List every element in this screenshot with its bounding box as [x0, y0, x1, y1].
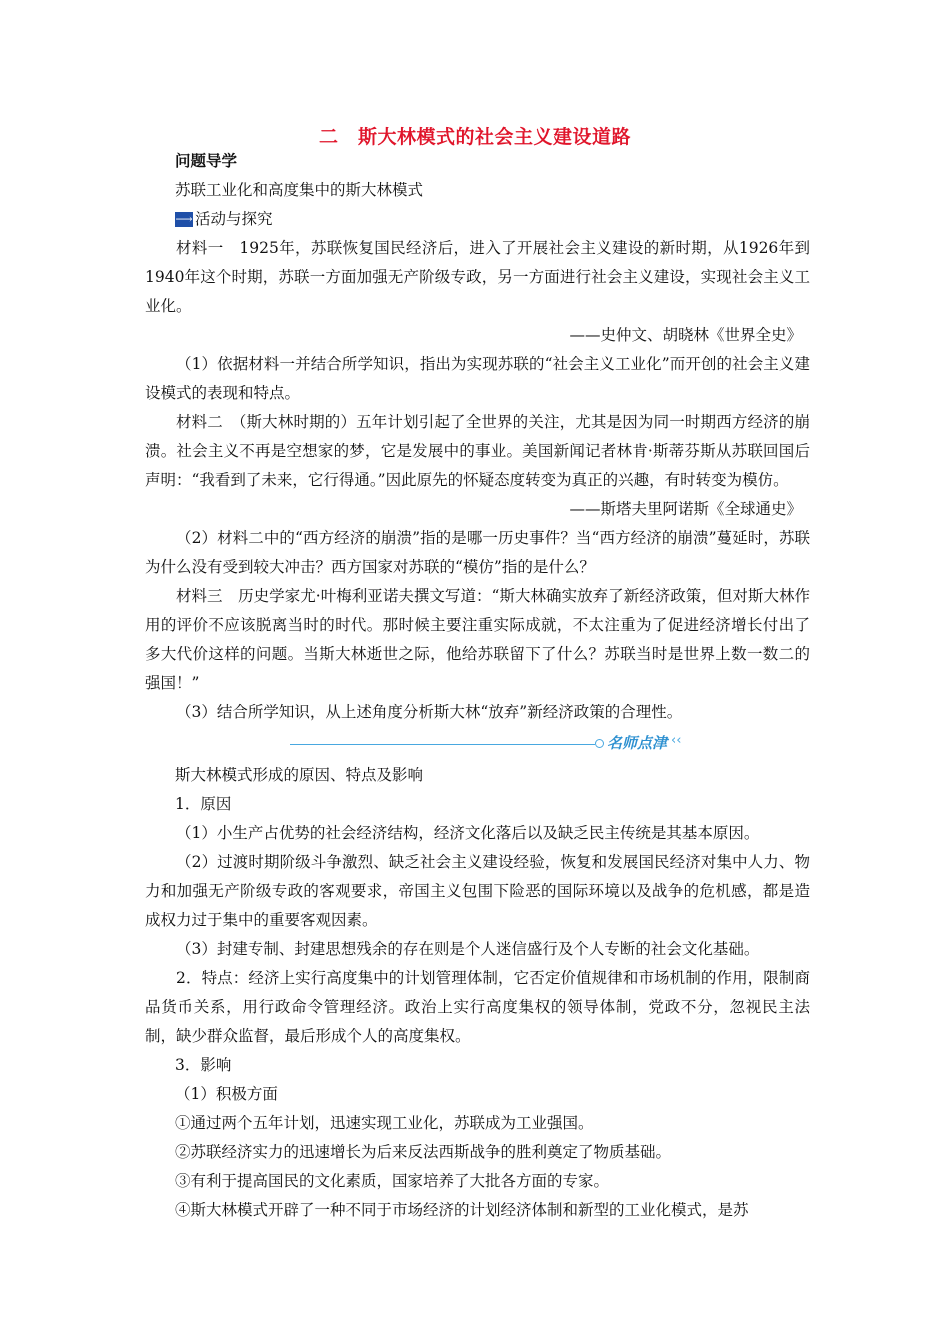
section-heading: 问题导学	[175, 152, 238, 170]
material-source: ——斯塔夫里阿诺斯《全球通史》	[569, 500, 802, 518]
tips-banner	[145, 727, 810, 761]
subtopic-heading: 苏联工业化和高度集中的斯大林模式	[175, 181, 424, 199]
double-chevron-icon: ‹‹	[671, 733, 682, 748]
arrow-icon: ⟶	[175, 212, 193, 226]
material-source: ——史仲文、胡晓林《世界全史》	[569, 326, 802, 344]
list-item: ①通过两个五年计划，迅速实现工业化，苏联成为工业强国。	[175, 1114, 594, 1132]
activity-heading	[145, 205, 810, 234]
features-paragraph: 2．特点：经济上实行高度集中的计划管理体制，它否定价值规律和市场机制的作用，限制商品货币关系，用行政命令管理经济。政治上实行高度集权的领导体制，党政不分，忽视民主法制，缺少群众监督，最后形成个人的高度集权。	[145, 969, 810, 1045]
banner-line	[290, 744, 595, 745]
page-title: 二 斯大林模式的社会主义建设道路	[318, 126, 631, 148]
banner-label: 名师点津	[607, 734, 668, 752]
list-item: ③有利于提高国民的文化素质，国家培养了大批各方面的专家。	[175, 1172, 610, 1190]
list-item: （3）封建专制、封建思想残余的存在则是个人迷信盛行及个人专断的社会文化基础。	[176, 940, 760, 958]
question-paragraph: （1）依据材料一并结合所学知识，指出为实现苏联的“社会主义工业化”而开创的社会主义建设模式的表现和特点。	[145, 355, 810, 402]
summary-heading: 斯大林模式形成的原因、特点及影响	[175, 766, 424, 784]
banner-ring-icon	[595, 739, 604, 748]
list-label: 3．影响	[175, 1056, 232, 1074]
list-item: （1）小生产占优势的社会经济结构，经济文化落后以及缺乏民主传统是其基本原因。	[176, 824, 760, 842]
material-paragraph: 材料二 （斯大林时期的）五年计划引起了全世界的关注，尤其是因为同一时期西方经济的崩溃。社会主义不再是空想家的梦，它是发展中的事业。美国新闻记者林肯·斯蒂芬斯从苏联回国后声明：“我看到了未来，它行得通。”因此原先的怀疑态度转变为真正的兴趣，有时转变为模仿。	[145, 413, 810, 489]
document-body	[145, 147, 810, 1225]
list-item: （2）过渡时期阶级斗争激烈、缺乏社会主义建设经验，恢复和发展国民经济对集中人力、物力和加强无产阶级专政的客观要求，帝国主义包围下险恶的国际环境以及战争的危机感，都是造成权力过于集中的重要客观因素。	[145, 853, 810, 929]
list-item: ④斯大林模式开辟了一种不同于市场经济的计划经济体制和新型的工业化模式，是苏	[175, 1201, 749, 1219]
list-item: ②苏联经济实力的迅速增长为后来反法西斯战争的胜利奠定了物质基础。	[175, 1143, 672, 1161]
list-label: 1．原因	[175, 795, 232, 813]
question-paragraph: （3）结合所学知识，从上述角度分析斯大林“放弃”新经济政策的合理性。	[176, 703, 683, 721]
activity-label: 活动与探究	[195, 210, 273, 228]
material-paragraph: 材料三 历史学家尤·叶梅利亚诺夫撰文写道：“斯大林确实放弃了新经济政策，但对斯大林作用的评价不应该脱离当时的时代。那时候主要注重实际成就，不太注重为了促进经济增长付出了多大代价这样的问题。当斯大林逝世之际，他给苏联留下了什么？苏联当时是世界上数一数二的强国！”	[145, 587, 810, 692]
material-paragraph: 材料一 1925年，苏联恢复国民经济后，进入了开展社会主义建设的新时期，从1926年到1940年这个时期，苏联一方面加强无产阶级专政，另一方面进行社会主义建设，实现社会主义工业化。	[145, 239, 810, 315]
list-label: （1）积极方面	[175, 1085, 278, 1103]
question-paragraph: （2）材料二中的“西方经济的崩溃”指的是哪一历史事件？当“西方经济的崩溃”蔓延时，苏联为什么没有受到较大冲击？西方国家对苏联的“模仿”指的是什么？	[145, 529, 810, 576]
